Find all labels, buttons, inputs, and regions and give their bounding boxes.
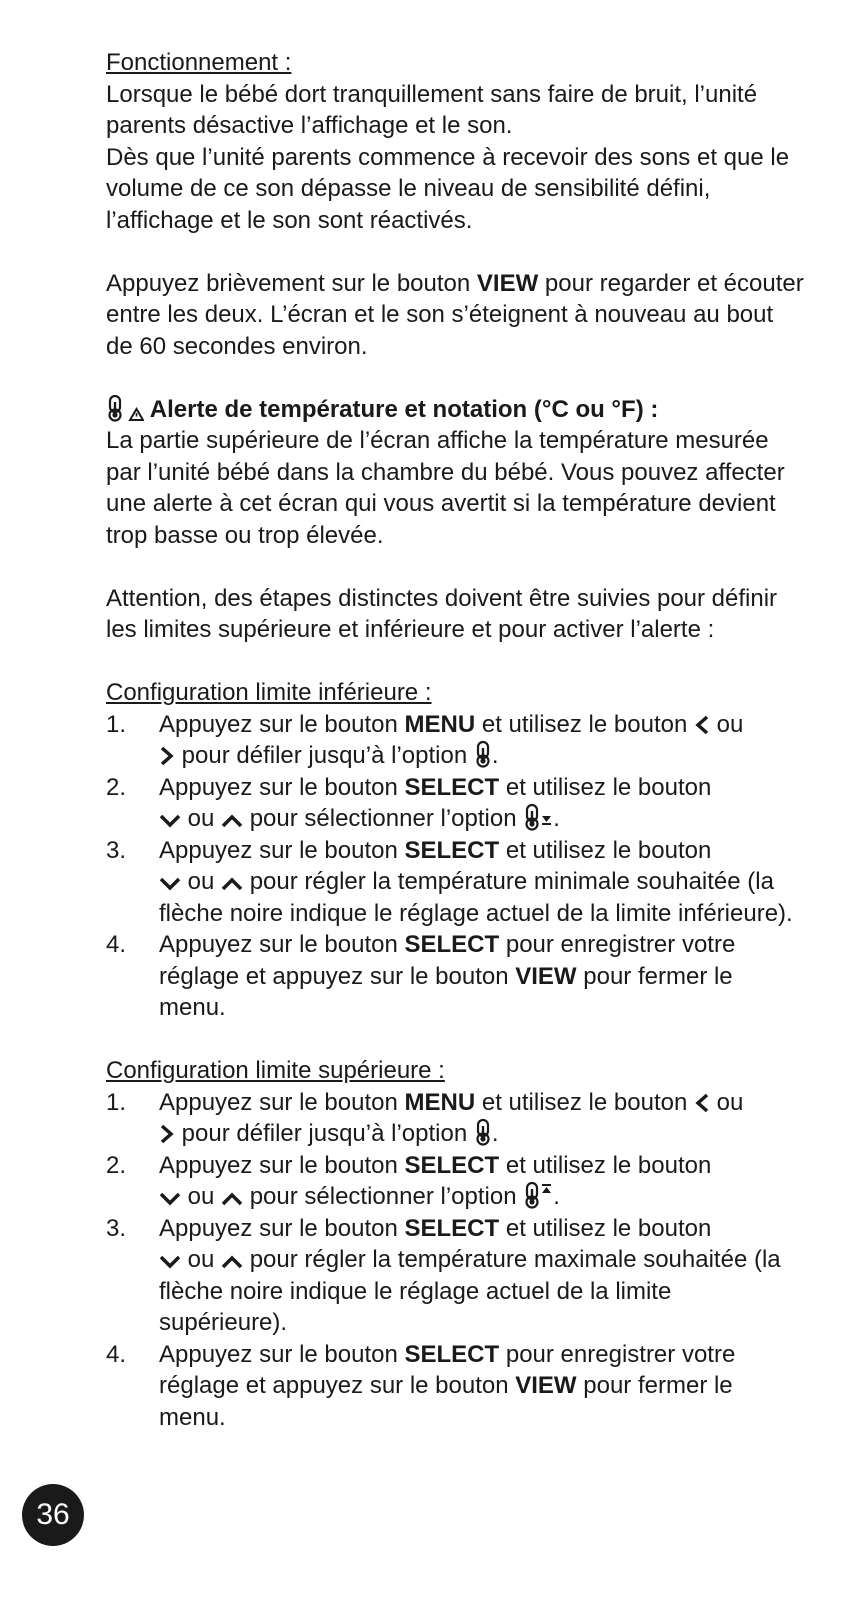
chevron-left-icon <box>694 1093 710 1113</box>
list-item: 3. Appuyez sur le bouton SELECT et utilisez le bouton ou pour régler la température maximale souhaitée (la flèche noire indique le réglage actuel de la limite supérieure). <box>106 1214 781 1336</box>
view-keyword: VIEW <box>476 269 539 297</box>
chevron-down-icon <box>159 876 181 892</box>
chevron-up-icon <box>221 813 243 829</box>
chevron-left-icon <box>694 715 710 735</box>
lower-limit-steps <box>106 709 806 1024</box>
upper-limit-steps <box>106 1087 806 1434</box>
thermometer-alert-icon <box>106 394 144 422</box>
operation-paragraph-1: Lorsque le bébé dort tranquillement sans faire de bruit, l’unité parents désactive l’affichage et le son. <box>106 80 758 139</box>
list-item: 2. Appuyez sur le bouton SELECT et utilisez le bouton ou pour sélectionner l’option . <box>106 1151 712 1210</box>
operation-paragraph-2: Dès que l’unité parents commence à recevoir des sons et que le volume de ce son dépasse le niveau de sensibilité défini, l’affichage et le son sont réactivés. <box>106 143 790 234</box>
operation-paragraph-3: Appuyez brièvement sur le bouton VIEW pour regarder et écouter entre les deux. L’écran et le son s’éteignent à nouveau au bout de 60 secondes environ. <box>106 269 804 360</box>
thermometer-icon <box>474 740 492 768</box>
chevron-down-icon <box>159 1191 181 1207</box>
list-item: 2. Appuyez sur le bouton SELECT et utilisez le bouton ou pour sélectionner l’option . <box>106 773 712 832</box>
alert-paragraph-1: La partie supérieure de l’écran affiche la température mesurée par l’unité bébé dans la chambre du bébé. Vous pouvez affecter une alerte à cet écran qui vous avertit si la température devient trop basse ou trop élevée. <box>106 427 785 549</box>
thermometer-icon <box>474 1118 492 1146</box>
chevron-up-icon <box>221 1254 243 1270</box>
document-page <box>106 47 806 1433</box>
list-item: 1. Appuyez sur le bouton MENU et utilisez le bouton ou pour défiler jusqu’à l’option . <box>106 710 744 769</box>
list-item: 1. Appuyez sur le bouton MENU et utilisez le bouton ou pour défiler jusqu’à l’option . <box>106 1088 744 1147</box>
chevron-down-icon <box>159 813 181 829</box>
list-item: 4. Appuyez sur le bouton SELECT pour enregistrer votre réglage et appuyez sur le bouton VIEW pour fermer le menu. <box>106 1340 736 1431</box>
chevron-right-icon <box>159 746 175 766</box>
upper-limit-title: Configuration limite supérieure : <box>106 1057 445 1084</box>
list-item: 4. Appuyez sur le bouton SELECT pour enregistrer votre réglage et appuyez sur le bouton VIEW pour fermer le menu. <box>106 931 736 1021</box>
operation-title: Fonctionnement : <box>106 49 292 76</box>
lower-limit-title: Configuration limite inférieure : <box>106 679 432 706</box>
list-item: 3. Appuyez sur le bouton SELECT et utilisez le bouton ou pour régler la température minimale souhaitée (la flèche noire indique le réglage actuel de la limite inférieure). <box>106 836 793 927</box>
thermometer-low-limit-icon <box>523 803 553 831</box>
chevron-down-icon <box>159 1254 181 1270</box>
chevron-up-icon <box>221 876 243 892</box>
chevron-up-icon <box>221 1191 243 1207</box>
alert-paragraph-2: Attention, des étapes distinctes doivent être suivies pour définir les limites supérieure et inférieure et pour activer l’alerte : <box>106 584 778 643</box>
thermometer-high-limit-icon <box>523 1181 553 1209</box>
temperature-alert-heading: Alerte de température et notation (°C ou °F) : <box>106 394 806 426</box>
page-number: 36 <box>22 1484 84 1546</box>
chevron-right-icon <box>159 1124 175 1144</box>
